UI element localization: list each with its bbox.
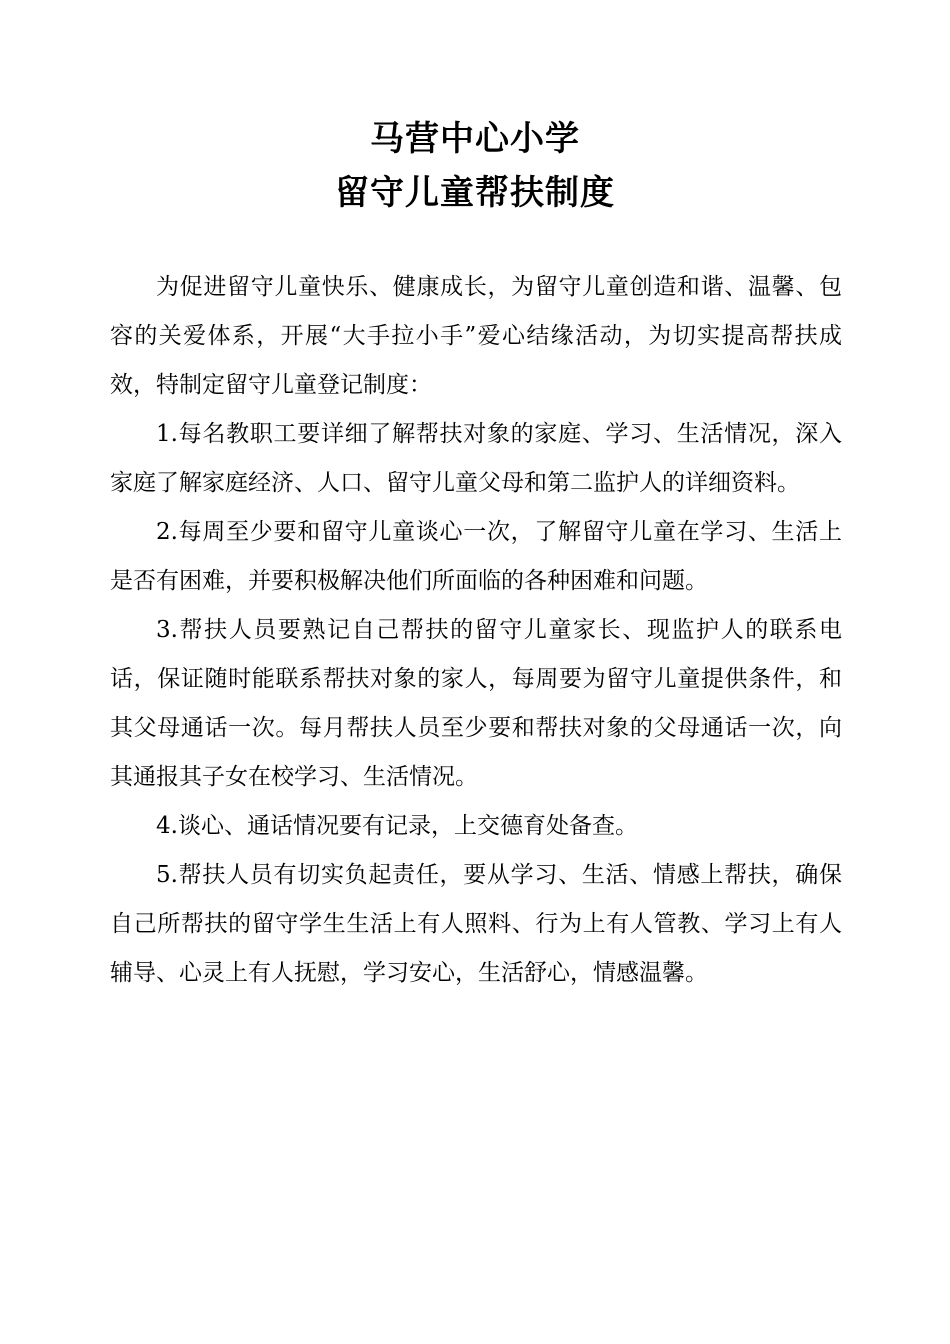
rule-paragraph-4: 4.谈心、通话情况要有记录，上交德育处备查。 <box>156 813 638 839</box>
policy-title: 留守儿童帮扶制度 <box>335 173 615 213</box>
document-title <box>0 112 950 220</box>
rule-paragraph-2: 2.每周至少要和留守儿童谈心一次，了解留守儿童在学习、生活上是否有困难，并要积极解决他们所面临的各种困难和问题。 <box>110 519 842 594</box>
school-name: 马营中心小学 <box>370 119 580 159</box>
document-body <box>110 263 842 998</box>
rule-paragraph-1: 1.每名教职工要详细了解帮扶对象的家庭、学习、生活情况，深入家庭了解家庭经济、人口、留守儿童父母和第二监护人的详细资料。 <box>110 421 842 496</box>
rule-paragraph-5: 5.帮扶人员有切实负起责任，要从学习、生活、情感上帮扶，确保自己所帮扶的留守学生生活上有人照料、行为上有人管教、学习上有人辅导、心灵上有人抚慰，学习安心，生活舒心，情感温馨。 <box>110 862 842 986</box>
intro-paragraph: 为促进留守儿童快乐、健康成长，为留守儿童创造和谐、温馨、包容的关爱体系，开展“大手拉小手”爱心结缘活动，为切实提高帮扶成效，特制定留守儿童登记制度： <box>110 274 842 398</box>
rule-paragraph-3: 3.帮扶人员要熟记自己帮扶的留守儿童家长、现监护人的联系电话，保证随时能联系帮扶对象的家人，每周要为留守儿童提供条件，和其父母通话一次。每月帮扶人员至少要和帮扶对象的父母通话一次，向其通报其子女在校学习、生活情况。 <box>110 617 842 790</box>
